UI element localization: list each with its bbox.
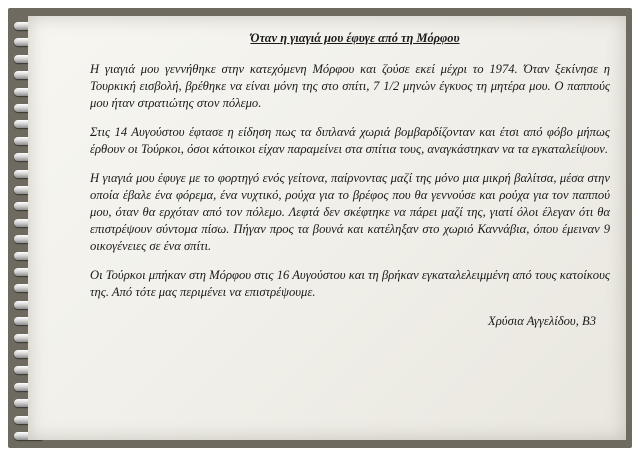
author-signature: Χρύσια Αγγελίδου, Β3 xyxy=(488,314,596,328)
paragraph-1: Η γιαγιά μου γεννήθηκε στην κατεχόμενη Μόρφου και ζούσε εκεί μέχρι το 1974. Όταν ξεκίνησε η Τουρκική εισβολή, βρέθηκε να είναι μόνη της στο σπίτι, 7 1/2 μηνών έγκυος τη μητέρα μου. Ο παππούς μου ήταν στρατιώτης στον πόλεμο. xyxy=(90,62,610,110)
paragraph-2: Στις 14 Αυγούστου έφτασε η είδηση πως τα διπλανά χωριά βομβαρδίζονταν και έτσι από φόβο μήπως έρθουν οι Τούρκοι, όσοι κάτοικοι είχαν παραμείνει στα σπίτια τους, αναγκάστηκαν να τα εγκαταλείψουν. xyxy=(90,125,610,156)
paragraph-3: Η γιαγιά μου έφυγε με το φορτηγό ενός γείτονα, παίρνοντας μαζί της μόνο μια μικρή βαλίτσα, μέσα στην οποία έβαλε ένα φόρεμα, ένα νυχτικό, ρούχα για το βρέφος που θα γεννούσε και ρούχα για τον παππού μου, όταν θα ερχόταν από τον πόλεμο. Λεφτά δεν σκέφτηκε να πάρει μαζί της, γιατί όλοι έλεγαν ότι θα επιστρέψουν σύντομα πίσω. Πήγαν προς τα βουνά και κατέληξαν στο χωριό Καννάβια, όπου έμειναν 9 οικογένειες σε ένα σπίτι. xyxy=(90,171,610,253)
document-title: Όταν η γιαγιά μου έφυγε από τη Μόρφου xyxy=(250,31,460,45)
paragraph-4: Οι Τούρκοι μπήκαν στη Μόρφου στις 16 Αυγούστου και τη βρήκαν εγκαταλελειμμένη από τους κατοίκους της. Από τότε μας περιμένει να επιστρέψουμε. xyxy=(90,268,610,299)
document-body xyxy=(90,30,610,330)
